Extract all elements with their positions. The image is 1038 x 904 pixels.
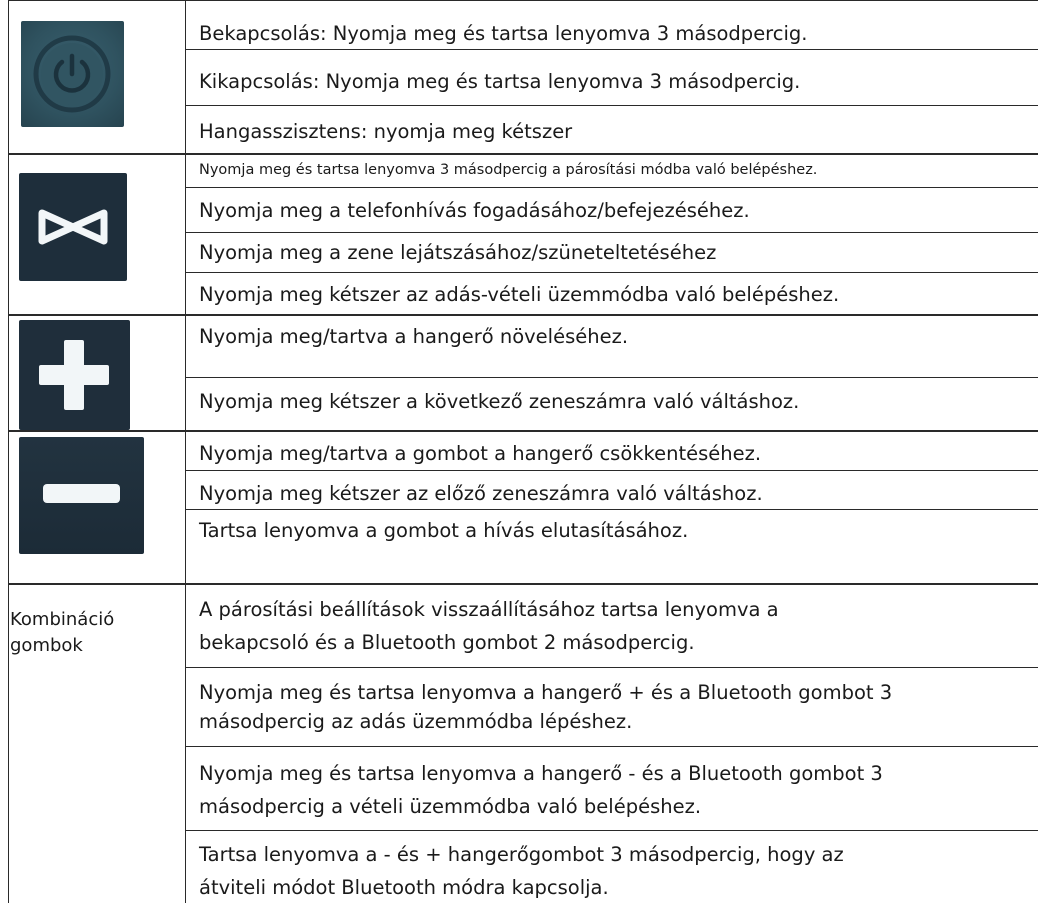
tx-rx-mode-text: Nyomja meg kétszer az adás-vételi üzemmódba való belépéshez. [199, 283, 840, 306]
border-left [8, 0, 9, 903]
call-answer-text: Nyomja meg a telefonhívás fogadásához/befejezéséhez. [199, 199, 750, 222]
row-divider [186, 830, 1038, 831]
play-pause-text: Nyomja meg a zene lejátszásához/szüneteltetéséhez [199, 241, 717, 264]
power-on-text: Bekapcsolás: Nyomja meg és tartsa lenyomva 3 másodpercig. [199, 22, 808, 45]
bluetooth-mode-combo-text: Tartsa lenyomva a - és + hangerőgombot 3 másodpercig, hogy az átviteli módot Bluetooth módra kapcsolja. [199, 843, 844, 899]
row-divider [186, 509, 1038, 510]
tx-mode-combo-text: Nyomja meg és tartsa lenyomva a hangerő + és a Bluetooth gombot 3 másodpercig az adás üzemmódba lépéshez. [199, 681, 893, 733]
next-track-text: Nyomja meg kétszer a következő zeneszámra való váltáshoz. [199, 390, 800, 413]
power-off-text: Kikapcsolás: Nyomja meg és tartsa lenyomva 3 másodpercig. [199, 70, 801, 93]
plus-icon [19, 320, 130, 430]
power-button-image [21, 21, 124, 127]
bowtie-icon [19, 173, 127, 281]
row-divider [186, 272, 1038, 273]
section-divider [8, 153, 1038, 155]
volume-down-text: Nyomja meg/tartva a gombot a hangerő csökkentéséhez. [199, 442, 762, 465]
bluetooth-button-image [19, 173, 127, 281]
row-divider [186, 667, 1038, 668]
column-divider [185, 0, 186, 903]
volume-up-button-image [19, 320, 130, 430]
row-divider [186, 187, 1038, 188]
row-divider [186, 377, 1038, 378]
rx-mode-combo-text: Nyomja meg és tartsa lenyomva a hangerő - és a Bluetooth gombot 3 másodpercig a vételi üzemmódba való belépéshez. [199, 762, 883, 818]
power-icon [21, 21, 124, 127]
volume-down-button-image [19, 437, 144, 554]
reject-call-text: Tartsa lenyomva a gombot a hívás elutasításához. [199, 519, 689, 542]
pairing-mode-text: Nyomja meg és tartsa lenyomva 3 másodpercig a párosítási módba való belépéshez. [199, 162, 818, 178]
row-divider [186, 232, 1038, 233]
section-divider [8, 430, 1038, 432]
volume-up-text: Nyomja meg/tartva a hangerő növeléséhez. [199, 325, 629, 348]
section-divider [8, 583, 1038, 585]
border-top [8, 0, 1038, 1]
voice-assistant-text: Hangasszisztens: nyomja meg kétszer [199, 120, 573, 143]
section-divider [8, 314, 1038, 316]
combo-label: Kombináció gombok [10, 609, 115, 656]
row-divider [186, 49, 1038, 50]
previous-track-text: Nyomja meg kétszer az előző zeneszámra való váltáshoz. [199, 482, 763, 505]
minus-icon [19, 437, 144, 554]
row-divider [186, 746, 1038, 747]
row-divider [186, 470, 1038, 471]
row-divider [186, 105, 1038, 106]
reset-pairing-text: A párosítási beállítások visszaállításához tartsa lenyomva a bekapcsoló és a Bluetooth gombot 2 másodpercig. [199, 598, 779, 654]
